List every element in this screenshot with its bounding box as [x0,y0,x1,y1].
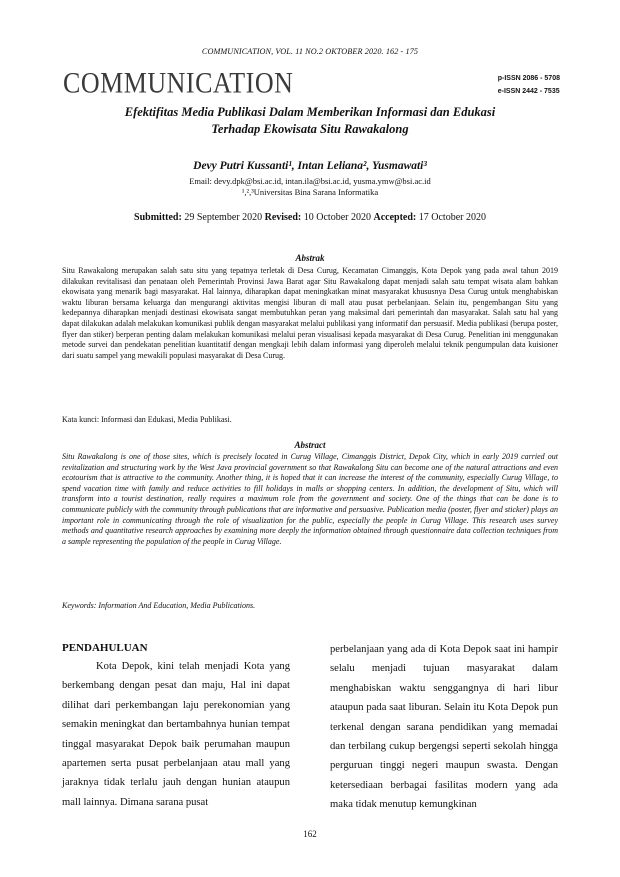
submission-dates [0,212,620,223]
abstrak-text: Situ Rawakalong merupakan salah satu situ yang tepatnya terletak di Desa Curug, Kecamatan Cimanggis, Kota Depok yang pada awal tahun 2019 dilakukan revitalisasi dan penataan oleh Pemerintah Provinsi Jawa Barat agar Situ Rawakalong dapat menjadi salah satu tempat wisata alam bahkan ekowisata yang menarik bagi masyarakat. Hal lainnya, diharapkan dapat meningkatkan minat masyarakat khususnya Desa Curug untuk menghabiskan waktu liburan bersama keluarga dan mengurangi aktivitas mengisi liburan di mall atau pusat perbelanjaan. Selain itu, pengembangan Situ yang kedepannya diharapkan menjadi destinasi ekowisata sangat membutuhkan peran yang maksimal dari pemerintah dan masyarakat. Salah satu hal yang dapat dilakukan adalah melakukan komunikasi publik dengan masyarakat melalui publikasi yang informatif dan persuasif. Media publikasi (berupa poster, flyer dan stiker) berperan penting dalam melakukan komunikasi melalui peran visualisasi kepada masyarakat di Desa Curug. Penelitian ini menggunakan metode survei dan pendekatan penelitian kuantitatif dengan mengkaji lebih dalam informasi yang diperoleh melalui teknik pengumpulan data kuisioner dari suatu sampel yang mewakili populasi masyarakat di Desa Curug. [62,266,558,360]
abstract-text: Situ Rawakalong is one of those sites, which is precisely located in Curug Village, Cimanggis District, Depok City, which in early 2019 carried out revitalization and structuring work by the West Java provincial government so that Rawakalong Situ can become one of the natural attractions and even ecotourism that is attractive to the community. Another thing, it is hoped that it can increase the interest of the community, especially Curug Village, to spend vacation time with family and reduce activities to fill holidays in malls or shopping centers. In addition, the development of Situ, which will transform into a tourist destination, really requires a maximum role from the government and society. One of the things that can be done is to communicate publicly with the community through publications that are informative and persuasive. Publication media (poster, flyer and sticker) plays an important role in communicating through the role of visualization for the public, especially the people in Curug Village. This research uses survey methods and quantitative research approaches by examining more deeply the information obtained through questionnaire data collection techniques from a sample representing the population of the people in Curug Village. [62,452,558,546]
pissn: p-ISSN 2086 - 5708 [497,75,560,82]
body-paragraph-left: Kota Depok, kini telah menjadi Kota yang berkembang dengan pesat dan maju, Hal ini dapat dilihat dari perkembangan laju perekonomian yang semakin meningkat dan bertambahnya hunian tempat tinggal masyarakat Depok baik perumahan maupun apartemen serta pusat perbelanjaan atau mall yang jaraknya tidak terlalu jauh dengan hunian ataupun mall lainnya. Dimana sarana pusat [62,661,290,808]
revised-date: 10 October 2020 [303,212,371,223]
issn-block [498,72,560,98]
abstract-heading: Abstract [294,440,326,450]
accepted-date: 17 October 2020 [418,212,486,223]
page-number: 162 [303,829,317,839]
kata-kunci: Kata kunci: Informasi dan Edukasi, Media Publikasi. [62,415,232,424]
paper-title [0,104,620,138]
revised-label: Revised: [264,212,302,223]
title-line-2: Terhadap Ekowisata Situ Rawakalong [211,122,409,136]
eissn: e-ISSN 2442 - 7535 [497,88,560,95]
keywords: Keywords: Information And Education, Media Publications. [62,601,256,610]
submitted-label: Submitted: [134,212,182,223]
author-contact [0,176,620,198]
author-names: Devy Putri Kussanti¹, Intan Leliana², Yusmawati³ [193,160,427,172]
abstrak-heading: Abstrak [295,253,325,263]
body-column-right [330,640,558,815]
author-emails: Email: devy.dpk@bsi.ac.id, intan.ila@bsi.ac.id, yusma.ymw@bsi.ac.id [189,176,431,186]
body-column-left [62,640,290,812]
title-line-1: Efektifitas Media Publikasi Dalam Memberikan Informasi dan Edukasi [124,105,496,119]
running-head: COMMUNICATION, VOL. 11 NO.2 OKTOBER 2020. 162 - 175 [201,47,419,56]
section-title: PENDAHULUAN [62,642,148,654]
accepted-label: Accepted: [373,212,417,223]
journal-logo: COMMUNICATION [63,66,294,100]
body-paragraph-right: perbelanjaan yang ada di Kota Depok saat ini hampir selalu menjadi tujuan masyarakat dalam menghabiskan waktu senggangnya di hari libur ataupun pada saat liburan. Selain itu Kota Depok pun terkenal dengan sarana pendidikan yang memadai dan terbilang cukup bergengsi seperti sekolah hingga perguruan tinggi negeri maupun swasta. Dengan ketersediaan berbagai fasilitas modern yang ada maka tidak menutup kemungkinan [330,644,558,811]
author-affiliation: ¹,²,³Universitas Bina Sarana Informatika [241,187,379,197]
submitted-date: 29 September 2020 [184,212,263,223]
